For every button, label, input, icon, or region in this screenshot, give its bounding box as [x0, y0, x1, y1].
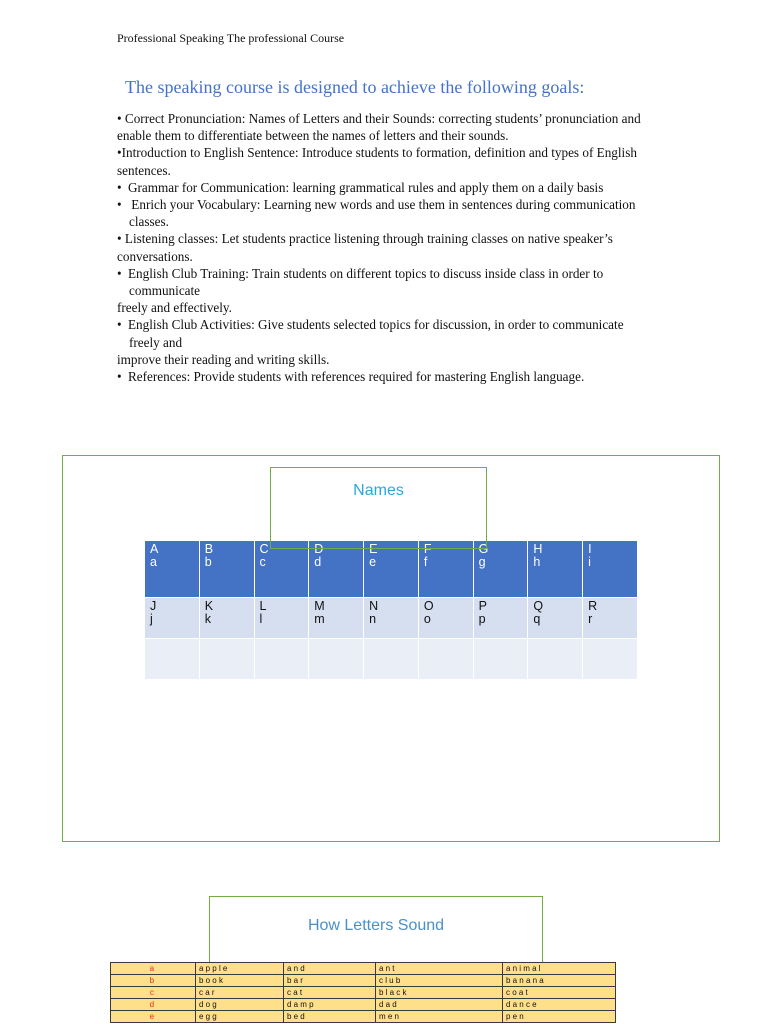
table-cell: P p — [473, 598, 528, 639]
table-cell: L l — [254, 598, 309, 639]
table-row — [111, 1011, 616, 1023]
table-cell — [309, 639, 364, 680]
goal-item-vocabulary: • Enrich your Vocabulary: Learning new words and use them in sentences during communication classes. — [117, 197, 636, 230]
table-cell: K k — [199, 598, 254, 639]
goals-heading: The speaking course is designed to achieve the following goals: — [125, 77, 585, 97]
sound-letter: e — [111, 1011, 196, 1023]
letter-sounds-table — [110, 962, 616, 1023]
sound-word: men — [376, 1011, 503, 1023]
bullet-icon: • — [117, 179, 122, 195]
sound-word: ant — [376, 963, 503, 975]
sound-word: cat — [284, 987, 376, 999]
table-cell — [254, 639, 309, 680]
sound-word: dance — [503, 999, 616, 1011]
sound-word: and — [284, 963, 376, 975]
table-row — [145, 541, 638, 598]
table-cell: C c — [254, 541, 309, 598]
sound-word: damp — [284, 999, 376, 1011]
table-cell — [364, 639, 419, 680]
goals-list — [117, 110, 702, 385]
bullet-icon: • — [117, 231, 122, 247]
table-cell: R r — [583, 598, 638, 639]
sound-letter: c — [111, 987, 196, 999]
table-cell: N n — [364, 598, 419, 639]
table-cell: M m — [309, 598, 364, 639]
goal-item-pronunciation: • Correct Pronunciation: Names of Letters and their Sounds: correcting students’ pronunciation and enable them to differentiate between the names of letters and their sounds. — [117, 111, 641, 144]
sound-word: bed — [284, 1011, 376, 1023]
goal-item-sentence: •Introduction to English Sentence: Introduce students to formation, definition and types of English sentences. — [117, 145, 637, 178]
table-cell — [583, 639, 638, 680]
goal-item-club-activities: • English Club Activities: Give students selected topics for discussion, in order to communicate freely and improve their reading and writing skills. — [117, 317, 624, 367]
sound-word: apple — [196, 963, 284, 975]
names-title: Names — [353, 482, 404, 499]
sound-word: dog — [196, 999, 284, 1011]
sound-word: banana — [503, 975, 616, 987]
sound-word: pen — [503, 1011, 616, 1023]
table-cell: O o — [418, 598, 473, 639]
letter-names-table — [144, 540, 638, 680]
bullet-icon: • — [117, 197, 122, 213]
sound-word: car — [196, 987, 284, 999]
table-cell: J j — [145, 598, 200, 639]
table-cell: F f — [418, 541, 473, 598]
table-cell: E e — [364, 541, 419, 598]
bullet-icon: • — [117, 111, 122, 126]
sounds-title: How Letters Sound — [307, 917, 445, 934]
goal-item-grammar: • Grammar for Communication: learning grammatical rules and apply them on a daily basis — [117, 179, 604, 195]
table-cell: Q q — [528, 598, 583, 639]
table-cell: I i — [583, 541, 638, 598]
bullet-icon: • — [117, 317, 122, 333]
document-title: Professional Speaking The professional Course — [117, 31, 345, 45]
goal-item-listening: • Listening classes: Let students practice listening through training classes on native speaker’s conversations. — [117, 231, 613, 264]
table-cell: B b — [199, 541, 254, 598]
table-row — [111, 963, 616, 975]
table-row — [111, 975, 616, 987]
table-cell — [145, 639, 200, 680]
table-row — [111, 987, 616, 999]
sound-letter: a — [111, 963, 196, 975]
table-cell: A a — [145, 541, 200, 598]
sounds-title-box — [209, 896, 543, 971]
table-cell: D d — [309, 541, 364, 598]
sound-word: dad — [376, 999, 503, 1011]
table-cell — [199, 639, 254, 680]
bullet-icon: • — [117, 369, 122, 385]
sound-letter: b — [111, 975, 196, 987]
table-cell: H h — [528, 541, 583, 598]
names-title-box — [270, 467, 487, 549]
table-cell — [418, 639, 473, 680]
goal-item-club-training: • English Club Training: Train students on different topics to discuss inside class in order to communicate freely and effectively. — [117, 265, 604, 316]
table-row — [145, 639, 638, 680]
bullet-icon: • — [117, 265, 122, 281]
sound-word: book — [196, 975, 284, 987]
sound-word: bar — [284, 975, 376, 987]
goal-item-references: • References: Provide students with references required for mastering English language. — [117, 369, 585, 385]
sound-word: club — [376, 975, 503, 987]
sound-word: black — [376, 987, 503, 999]
bullet-icon: • — [117, 145, 122, 161]
sound-word: animal — [503, 963, 616, 975]
sound-letter: d — [111, 999, 196, 1011]
sound-word: egg — [196, 1011, 284, 1023]
table-cell — [528, 639, 583, 680]
table-row — [145, 598, 638, 639]
table-cell: G g — [473, 541, 528, 598]
table-cell — [473, 639, 528, 680]
sound-word: coat — [503, 987, 616, 999]
table-row — [111, 999, 616, 1011]
